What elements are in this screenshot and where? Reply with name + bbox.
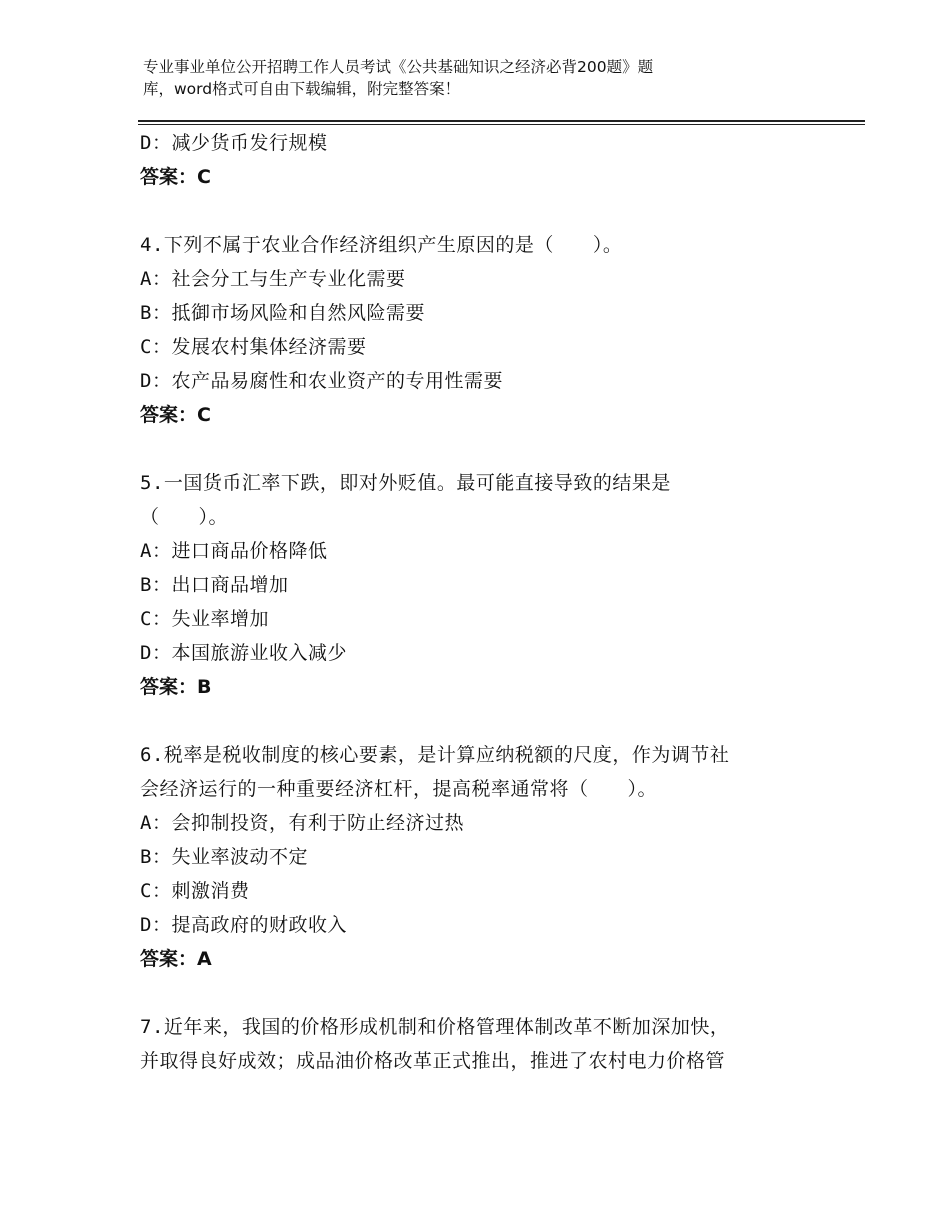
q5-option-c: C：失业率增加: [140, 608, 269, 630]
q4-option-d: D：农产品易腐性和农业资产的专用性需要: [140, 370, 503, 392]
q5-stem-line-1: 5.一国货币汇率下跌，即对外贬值。最可能直接导致的结果是: [140, 472, 671, 494]
spacer: [140, 432, 800, 466]
q5-option-d: D：本国旅游业收入减少: [140, 642, 347, 664]
header-line-1: 专业事业单位公开招聘工作人员考试《公共基础知识之经济必背200题》题: [143, 58, 654, 76]
q6-stem-line-2: 会经济运行的一种重要经济杠杆，提高税率通常将（ ）。: [140, 778, 658, 800]
q6-option-c: C：刺激消费: [140, 880, 250, 902]
q5-stem-line-2: （ ）。: [140, 506, 229, 528]
spacer: [140, 194, 800, 228]
q3-option-d: D：减少货币发行规模: [140, 132, 328, 154]
q4-option-a: A：社会分工与生产专业化需要: [140, 268, 406, 290]
q5-answer: 答案：B: [140, 676, 212, 698]
q6-stem-line-1: 6.税率是税收制度的核心要素，是计算应纳税额的尺度，作为调节社: [140, 744, 730, 766]
spacer: [140, 976, 800, 1010]
q4-option-c: C：发展农村集体经济需要: [140, 336, 367, 358]
q6-option-d: D：提高政府的财政收入: [140, 914, 347, 936]
document-body: [140, 126, 800, 1078]
q5-option-b: B：出口商品增加: [140, 574, 289, 596]
header-line-2: 库，word格式可自由下载编辑，附完整答案！: [143, 80, 461, 98]
q4-stem-line-1: 4.下列不属于农业合作经济组织产生原因的是（ ）。: [140, 234, 623, 256]
spacer: [140, 704, 800, 738]
q4-option-b: B：抵御市场风险和自然风险需要: [140, 302, 425, 324]
document-header: [143, 56, 783, 100]
q7-stem-line-1: 7.近年来，我国的价格形成机制和价格管理体制改革不断加深加快，: [140, 1016, 730, 1038]
q6-option-b: B：失业率波动不定: [140, 846, 308, 868]
q6-answer: 答案：A: [140, 948, 212, 970]
q3-answer: 答案：C: [140, 166, 211, 188]
q4-answer: 答案：C: [140, 404, 211, 426]
header-divider: [138, 120, 865, 125]
q5-option-a: A：进口商品价格降低: [140, 540, 328, 562]
q7-stem-line-2: 并取得良好成效；成品油价格改革正式推出，推进了农村电力价格管: [140, 1050, 726, 1072]
q6-option-a: A：会抑制投资，有利于防止经济过热: [140, 812, 464, 834]
